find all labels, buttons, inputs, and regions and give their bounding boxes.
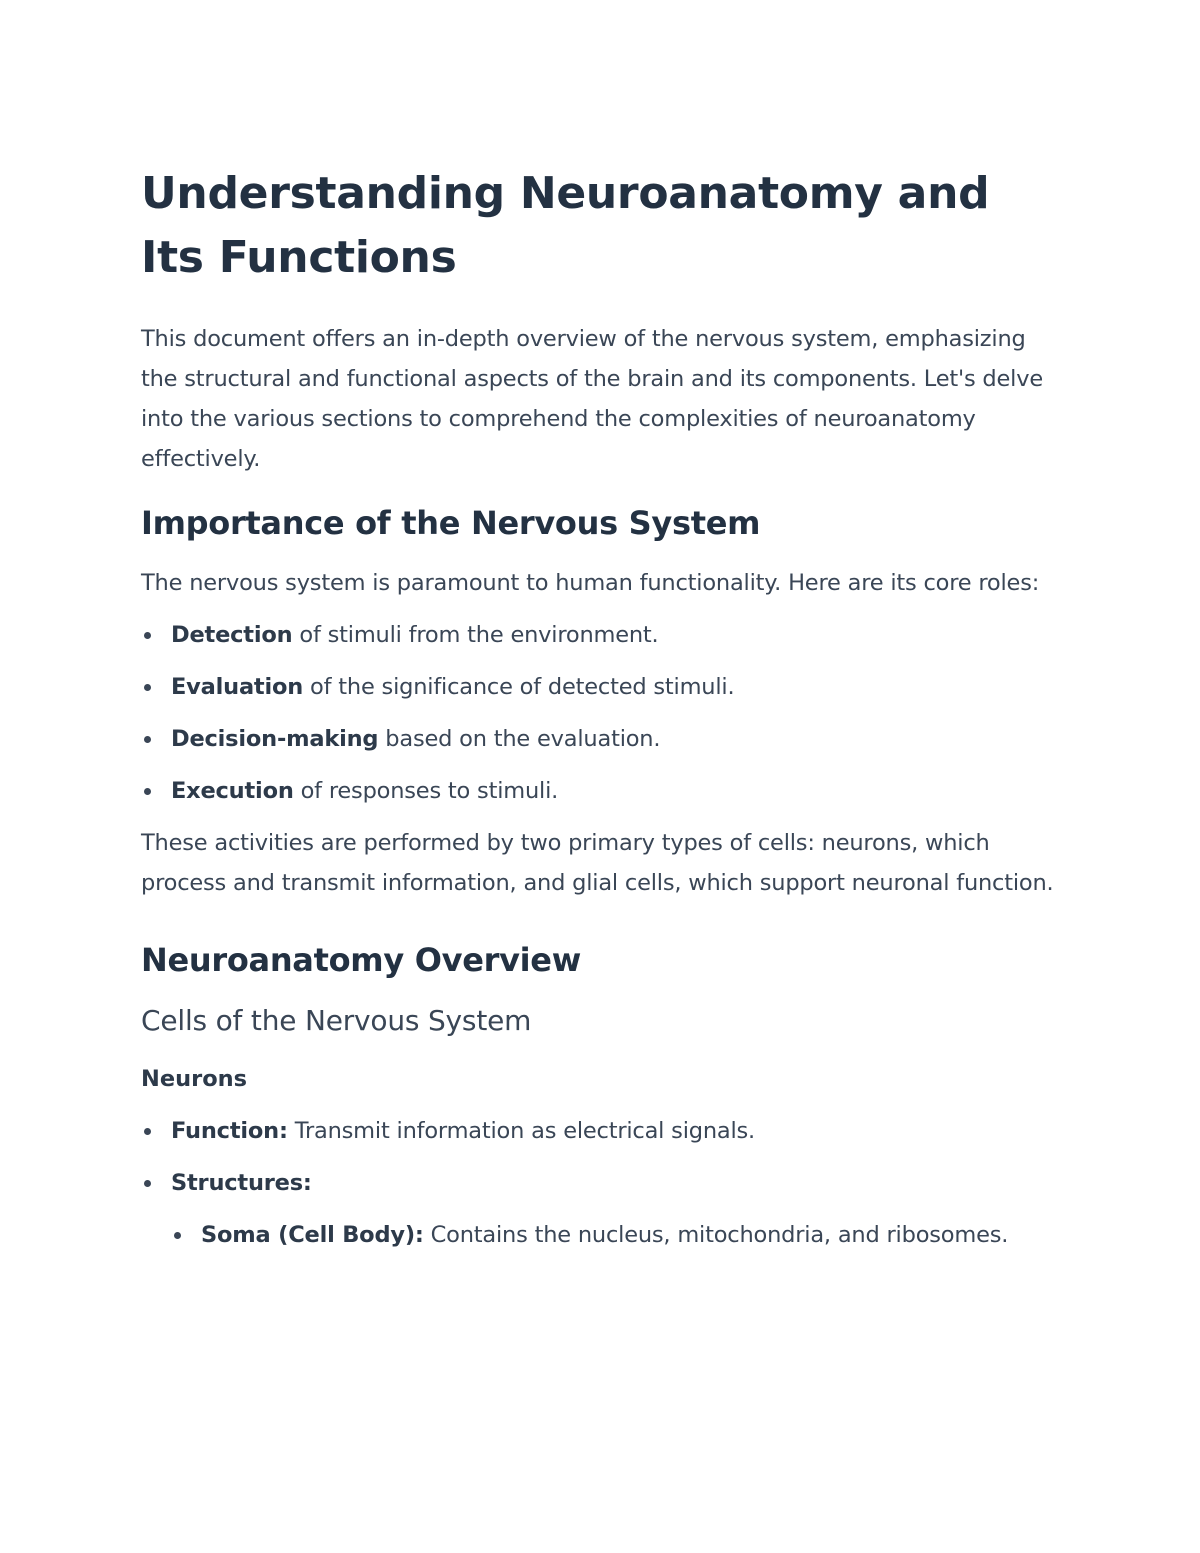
role-term: Decision-making [171,726,379,752]
list-item [141,771,1061,811]
list-item [141,1163,1061,1255]
role-term: Execution [171,778,294,804]
list-item [141,1111,1061,1151]
subsection-heading-cells: Cells of the Nervous System [141,1004,532,1037]
role-text: based on the evaluation. [378,726,661,752]
role-text: of stimuli from the environment. [292,622,659,648]
list-item [141,667,1061,707]
document-page [141,162,1061,1267]
list-item [141,615,1061,655]
list-item [171,1215,1061,1255]
roles-lead-paragraph: The nervous system is paramount to human functionality. Here are its core roles: [141,570,1040,596]
list-item [141,719,1061,759]
core-roles-list [141,615,1061,811]
activities-paragraph: These activities are performed by two primary types of cells: neurons, which process and transmit information, and glial cells, which support neuronal function. [141,830,1054,896]
role-text: of responses to stimuli. [293,778,559,804]
structures-sublist [171,1215,1061,1255]
structures-term: Structures: [171,1170,312,1196]
function-term: Function: [171,1118,288,1144]
function-text: Transmit information as electrical signals. [287,1118,756,1144]
soma-text: Contains the nucleus, mitochondria, and ribosomes. [423,1222,1009,1248]
page-title: Understanding Neuroanatomy and Its Functions [141,168,990,283]
section-heading-overview: Neuroanatomy Overview [141,941,581,979]
role-term: Detection [171,622,293,648]
soma-term: Soma (Cell Body): [201,1222,424,1248]
section-heading-importance: Importance of the Nervous System [141,504,761,542]
role-text: of the significance of detected stimuli. [303,674,735,700]
neurons-heading: Neurons [141,1066,248,1092]
neurons-list [141,1111,1061,1255]
role-term: Evaluation [171,674,304,700]
intro-paragraph: This document offers an in-depth overview of the nervous system, emphasizing the structural and functional aspects of the brain and its components. Let's delve into the various sections to comprehend the complexities of neuroanatomy effectively. [141,326,1043,472]
